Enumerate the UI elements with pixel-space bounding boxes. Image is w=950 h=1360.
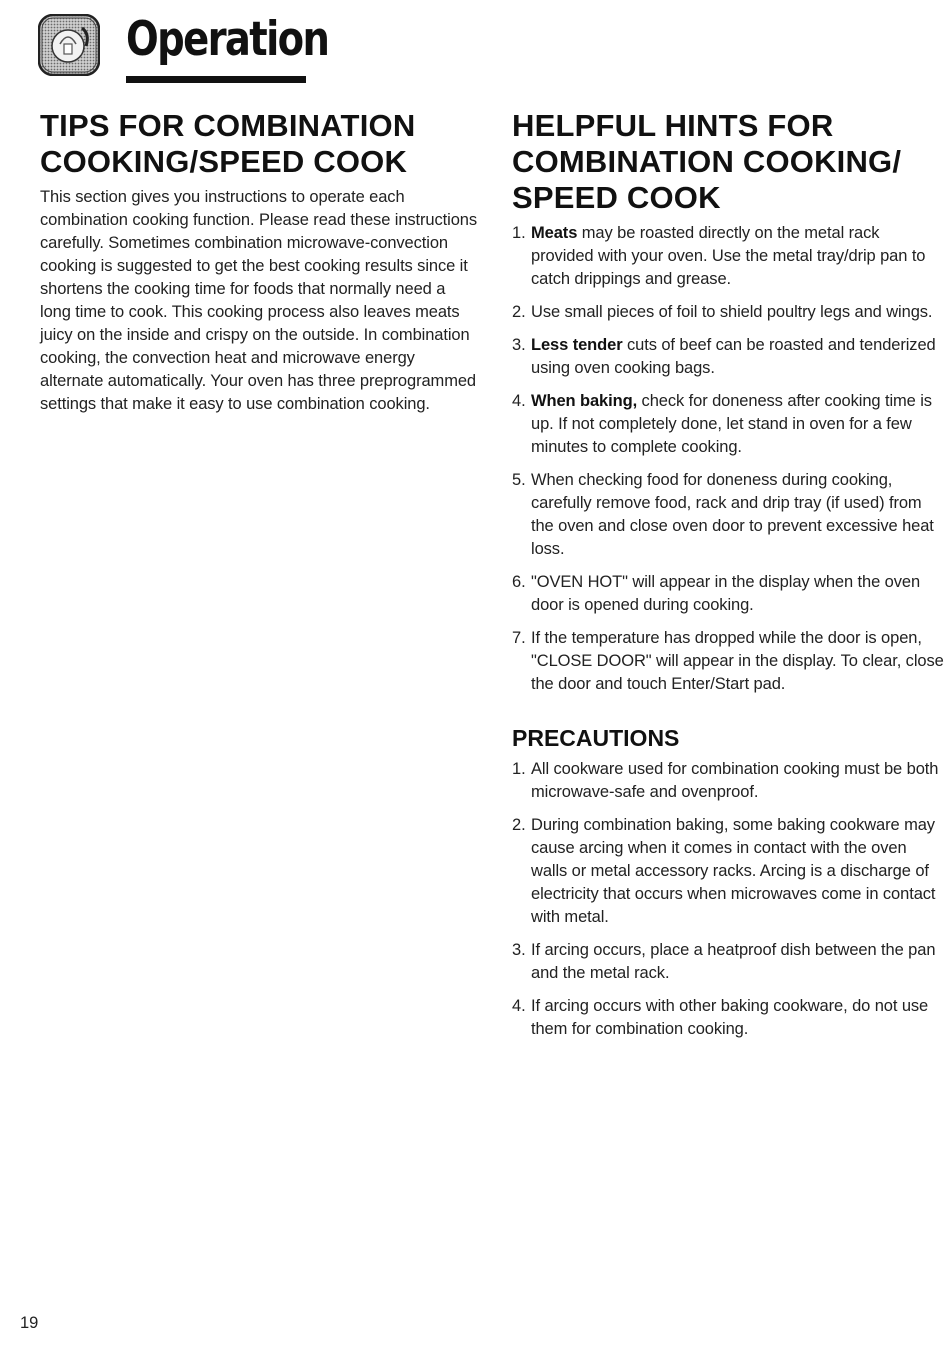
hints-heading-line-3: SPEED COOK [512, 180, 721, 215]
list-number: 1. [512, 760, 526, 778]
list-lead: Less tender [531, 336, 623, 354]
hints-heading-line-1: HELPFUL HINTS FOR [512, 108, 834, 143]
list-text: If arcing occurs with other baking cookware, do not use them for combination cooking. [531, 997, 929, 1038]
page-number: 19 [20, 1314, 39, 1332]
list-number: 2. [512, 303, 526, 321]
list-item [512, 995, 944, 1041]
list-text: Use small pieces of foil to shield poultry legs and wings. [531, 303, 933, 321]
list-text: "OVEN HOT" will appear in the display when the oven door is opened during cooking. [531, 573, 921, 614]
page-title: Operation [126, 12, 329, 67]
list-number: 1. [512, 224, 526, 242]
list-number: 3. [512, 941, 526, 959]
tips-paragraph: This section gives you instructions to operate each combination cooking function. Please read these instructions carefully. Sometimes combination microwave-convection cooking is suggested to get the best cooking results since it shortens the cooking time for foods that normally need a long time to cook. This cooking process also leaves meats juicy on the inside and crispy on the outside. In combination cooking, the convection heat and microwave energy alternate automatically. Your oven has three preprogrammed settings that make it easy to use combination cooking. [40, 188, 478, 413]
list-number: 7. [512, 629, 526, 647]
list-text: All cookware used for combination cooking must be both microwave-safe and ovenproof. [531, 760, 939, 801]
hints-heading-line-2: COMBINATION COOKING/ [512, 144, 902, 179]
list-number: 4. [512, 392, 526, 410]
list-item [512, 939, 944, 985]
list-item [512, 390, 944, 459]
right-column [512, 108, 944, 1051]
tips-heading [40, 108, 480, 180]
chef-hat-badge-icon [38, 14, 100, 76]
tips-heading-line-1: TIPS FOR COMBINATION [40, 108, 416, 143]
list-number: 4. [512, 997, 526, 1015]
precautions-list [512, 758, 944, 1041]
hints-list [512, 222, 944, 696]
list-text: If arcing occurs, place a heatproof dish between the pan and the metal rack. [531, 941, 936, 982]
list-item [512, 222, 944, 291]
list-item [512, 571, 944, 617]
precautions-section [512, 724, 944, 1041]
list-item [512, 301, 944, 324]
title-underline [126, 76, 306, 83]
left-column [40, 108, 480, 416]
list-text: When checking food for doneness during cooking, carefully remove food, rack and drip tray (if used) from the oven and close oven door to prevent excessive heat loss. [531, 471, 934, 558]
precautions-heading: PRECAUTIONS [512, 725, 680, 751]
list-lead: When baking, [531, 392, 638, 410]
list-lead: Meats [531, 224, 578, 242]
list-item [512, 758, 944, 804]
list-item [512, 334, 944, 380]
helpful-hints-heading [512, 108, 944, 216]
list-number: 3. [512, 336, 526, 354]
list-text: If the temperature has dropped while the door is open, "CLOSE DOOR" will appear in the display. To clear, close the door and touch Enter/Start pad. [531, 629, 944, 693]
list-number: 2. [512, 816, 526, 834]
list-text: During combination baking, some baking cookware may cause arcing when it comes in contact with the oven walls or metal accessory racks. Arcing is a discharge of electricity that occurs when microwaves come in contact with metal. [531, 816, 936, 926]
list-item [512, 627, 944, 696]
list-item [512, 469, 944, 561]
list-number: 6. [512, 573, 526, 591]
list-number: 5. [512, 471, 526, 489]
list-text: may be roasted directly on the metal rack provided with your oven. Use the metal tray/drip pan to catch drippings and grease. [531, 224, 926, 288]
list-text: check for doneness after cooking time is up. If not completely done, let stand in oven for a few minutes to complete cooking. [531, 392, 932, 456]
tips-heading-line-2: COOKING/SPEED COOK [40, 144, 408, 179]
list-text: cuts of beef can be roasted and tenderized using oven cooking bags. [531, 336, 936, 377]
list-item [512, 814, 944, 929]
